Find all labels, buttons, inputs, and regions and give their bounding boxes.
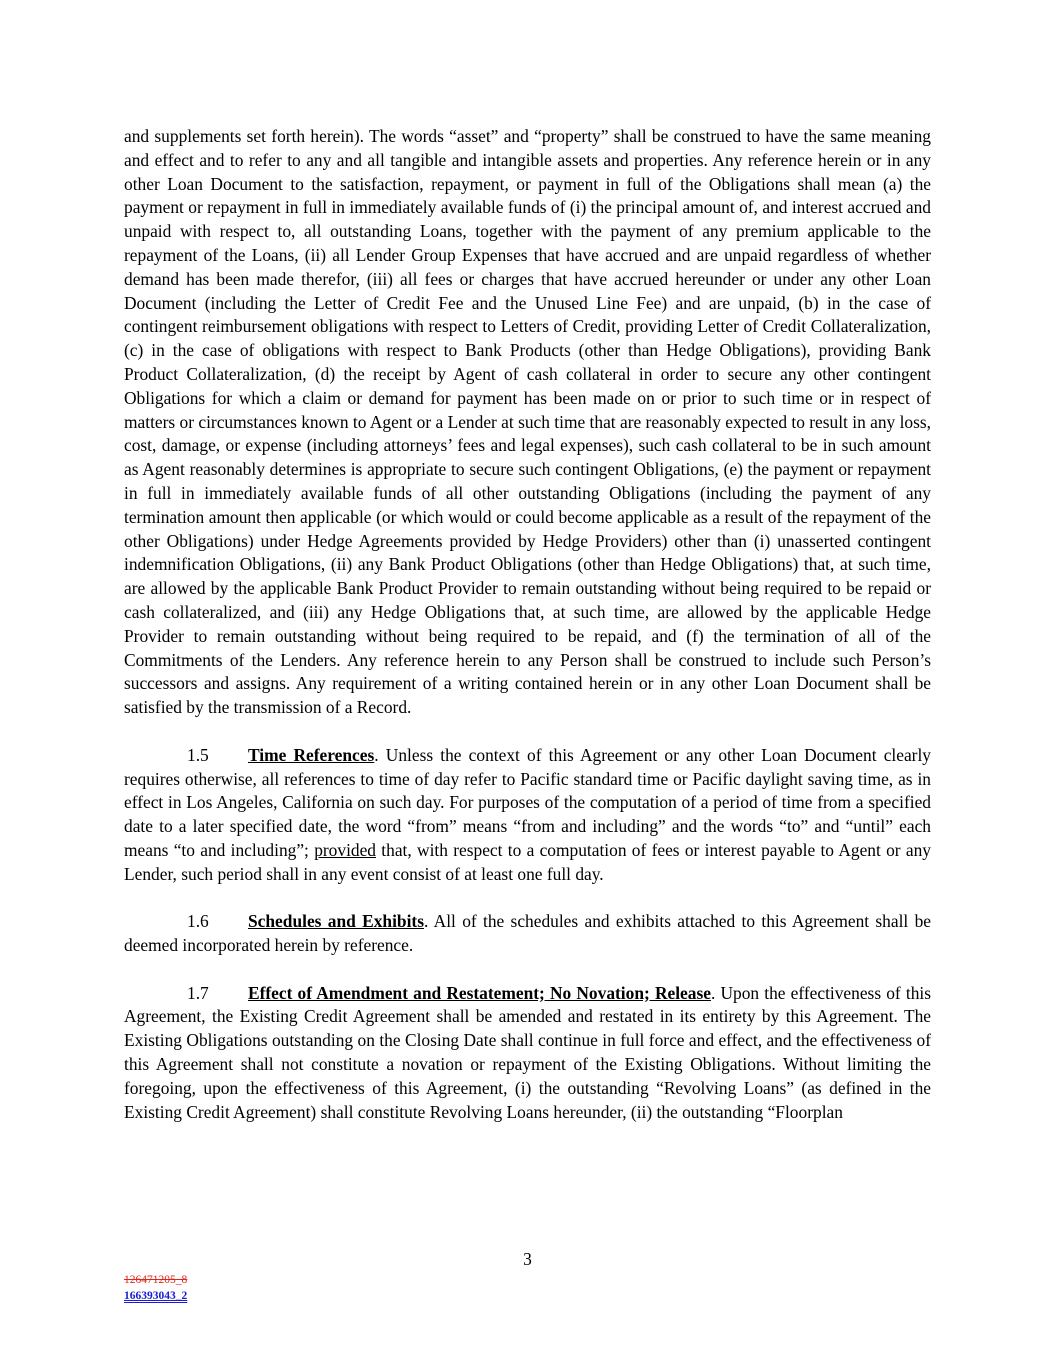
section-1-6 — [124, 910, 931, 958]
doc-id-inserted: 166393043_2 — [124, 1290, 188, 1302]
section-1-5 — [124, 744, 931, 887]
underlined-term: provided — [314, 839, 377, 860]
section-text: . Unless the context of this Agreement or any other Loan Document clearly requires otherwise, all references to time of day refer to Pacific standard time or Pacific daylight saving time, as in effect in Los Angeles, California on such day. For purposes of the computation of a period of time from a specified date to a later specified date, the word “from” means “from and including” and the words “to” and “until” each means “to and including”; — [124, 744, 931, 860]
doc-id-deleted: 126471205_8 — [124, 1274, 188, 1286]
section-text: . Upon the effectiveness of this Agreement, the Existing Credit Agreement shall be amended and restated in its entirety by this Agreement. The Existing Obligations outstanding on the Closing Date shall continue in full force and effect, and the effectiveness of this Agreement shall not constitute a novation or repayment of the Existing Obligations. Without limiting the foregoing, upon the effectiveness of this Agreement, (i) the outstanding “Revolving Loans” (as defined in the Existing Credit Agreement) shall constitute Revolving Loans hereunder, (ii) the outstanding “Floorplan — [124, 982, 931, 1122]
section-heading: Schedules and Exhibits — [248, 911, 424, 932]
page-number: 3 — [523, 1249, 532, 1269]
section-text: . All of the schedules and exhibits attached to this Agreement shall be deemed incorporated herein by reference. — [124, 911, 931, 956]
document-body — [124, 125, 931, 1124]
section-number: 1.5 — [187, 744, 209, 765]
paragraph-intro: and supplements set forth herein). The words “asset” and “property” shall be construed to have the same meaning and effect and to refer to any and all tangible and intangible assets and properties. Any reference herein or in any other Loan Document to the satisfaction, repayment, or payment in full of the Obligations shall mean (a) the payment or repayment in full in immediately available funds of (i) the principal amount of, and interest accrued and unpaid with respect to, all outstanding Loans, together with the payment of any premium applicable to the repayment of the Loans, (ii) all Lender Group Expenses that have accrued and are unpaid regardless of whether demand has been made therefor, (iii) all fees or charges that have accrued hereunder or under any other Loan Document (including the Letter of Credit Fee and the Unused Line Fee) and are unpaid, (b) in the case of contingent reimbursement obligations with respect to Letters of Credit, providing Letter of Credit Collateralization, (c) in the case of obligations with respect to Bank Products (other than Hedge Obligations), providing Bank Product Collateralization, (d) the receipt by Agent of cash collateral in order to secure any other contingent Obligations for which a claim or demand for payment has been made on or prior to such time or in respect of matters or circumstances known to Agent or a Lender at such time that are reasonably expected to result in any loss, cost, damage, or expense (including attorneys’ fees and legal expenses), such cash collateral to be in such amount as Agent reasonably determines is appropriate to secure such contingent Obligations, (e) the payment or repayment in full in immediately available funds of all other outstanding Obligations (including the payment of any termination amount then applicable (or which would or could become applicable as a result of the repayment of the other Obligations) under Hedge Agreements provided by Hedge Providers) other than (i) unasserted contingent indemnification Obligations, (ii) any Bank Product Obligations (other than Hedge Obligations) that, at such time, are allowed by the applicable Bank Product Provider to remain outstanding without being required to be repaid or cash collateralized, and (iii) any Hedge Obligations that, at such time, are allowed by the applicable Hedge Provider to remain outstanding without being required to be repaid, and (f) the termination of all of the Commitments of the Lenders. Any reference herein to any Person shall be construed to include such Person’s successors and assigns. Any requirement of a writing contained herein or in any other Loan Document shall be satisfied by the transmission of a Record. — [124, 126, 931, 718]
section-number: 1.7 — [187, 982, 209, 1003]
section-text-continued: that, with respect to a computation of fees or interest payable to Agent or any Lender, such period shall in any event consist of at least one full day. — [124, 839, 931, 884]
section-heading: Effect of Amendment and Restatement; No Novation; Release — [248, 982, 711, 1003]
section-heading: Time References — [248, 744, 375, 765]
section-1-7 — [124, 982, 931, 1125]
section-number: 1.6 — [187, 911, 209, 932]
